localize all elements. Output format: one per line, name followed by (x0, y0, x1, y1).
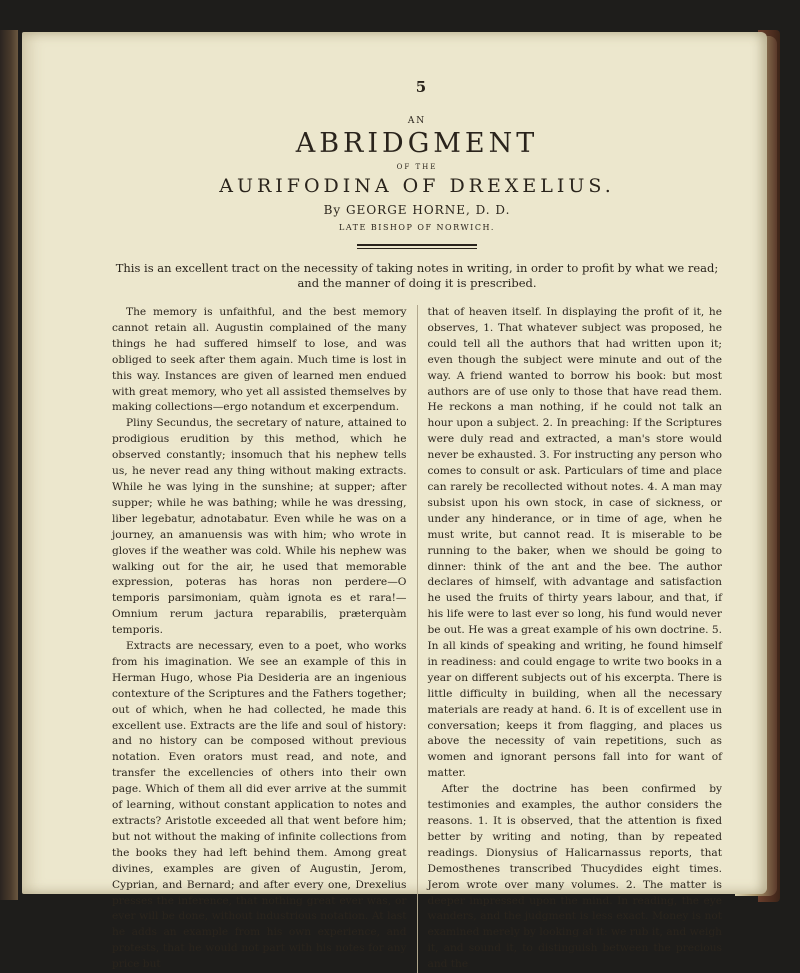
text-columns (112, 305, 722, 973)
left-paragraph: Extracts are necessary, even to a poet, who works from his imagination. We see an example of this in Herman Hugo, whose Pia Desideria are an ingenious contexture of the Scriptures and the Fathers together; out of which, when he had collected, he made this excellent use. Extracts are the life and soul of history: and no history can be composed without previous notation. Even orators must read, and note, and transfer the excellencies of others into their own page. Which of them all did ever arrive at the summit of learning, without constant application to notes and extracts? Aristotle exceeded all that went before him; but not without the making of infinite collections from the books they had left behind them. Among great divines, examples are given of Augustin, Jerom, Cyprian, and Bernard; and after every one, Drexelius presses the inference, that nothing great ever was, or ever will be done, without industrious notation. At last he adds an example from his own experience, and protests, that he would not part with his notes for any price but (112, 640, 407, 971)
heading-of-the: OF THE (396, 163, 438, 171)
page-number: 5 (415, 78, 427, 96)
title-rule (357, 244, 477, 249)
column-divider (417, 305, 418, 973)
heading-abridgment: ABRIDGMENT (295, 128, 539, 159)
heading-title: AURIFODINA OF DREXELIUS. (219, 175, 615, 197)
left-paragraph: The memory is unfaithful, and the best memory cannot retain all. Augustin complained of the many things he had suffered himself to lose, and was obliged to seek after them again. Much time is lost in this way. Instances are given of learned men endued with great memory, who yet all assisted themselves by making collections—ergo notandum et excerpendum. (112, 306, 407, 414)
page-content (112, 78, 722, 973)
author-title: LATE BISHOP OF NORWICH. (339, 223, 495, 232)
book-spine-edge (0, 30, 18, 900)
right-paragraph: that of heaven itself. In displaying the profit of it, he observes, 1. That whatever subject was proposed, he could tell all the authors that had written upon it; even though the subject were minute and out of the way. A friend wanted to borrow his book: but most authors are of use only to those that have read them. He reckons a man nothing, if he could not talk an hour upon a subject. 2. In preaching: If the Scriptures were duly read and extracted, a man's store would never be exhausted. 3. For instructing any person who comes to consult or ask. Particulars of time and place can rarely be recollected without notes. 4. A man may subsist upon his own stock, in case of sickness, or under any hinderance, or in time of age, when he must write, but cannot read. It is miserable to be running to the baker, when we should be going to dinner: think of the ant and the bee. The author declares of himself, with advantage and satisfaction he used the fruits of thirty years labour, and that, if his life were to last ever so long, his fund would never be out. He was a great example of his own doctrine. 5. In all kinds of speaking and writing, he found himself in readiness: and could engage to write two books in a year on different subjects out of his excerpta. There is little difficulty in building, when all the necessary materials are ready at hand. 6. It is of excellent use in conversation; keeps it from flagging, and places us above the necessity of vain repetitions, such as women and ignorant persons fall into for want of matter. (427, 306, 722, 780)
left-paragraph: Pliny Secundus, the secretary of nature, attained to prodigious erudition by this method, which he observed constantly; insomuch that his nephew tells us, he never read any thing without making extracts. While he was lying in the sunshine; at supper; after supper; while he was bathing; while he was dressing, liber legebatur, adnotabatur. Even while he was on a journey, an amanuensis was with him; who wrote in gloves if the weather was cold. While his nephew was walking out for the air, he used that memorable expression, poteras has horas non perdere—O temporis parsimoniam, quàm ignota es et rara!—Omnium rerum jactura reparabilis, præterquàm temporis. (112, 417, 407, 637)
right-paragraph: After the doctrine has been confirmed by testimonies and examples, the author considers the reasons. 1. It is observed, that the attention is fixed better by writing and noting, than by repeated readings. Dionysius of Halicarnassus reports, that Demosthenes transcribed Thucydides eight times. Jerom wrote over many volumes. 2. The matter is deeper impressed upon the mind. In reading, the eye wanders, and the judgment is less exact. Money is not examined merely by looking at it: we rub it, and weigh it, and sound it, to distinguish between the precious and the (427, 783, 722, 971)
right-column (428, 305, 723, 973)
heading-an: AN (407, 116, 427, 126)
intro-paragraph: This is an excellent tract on the necessity of taking notes in writing, in order to profit by what we read; and the manner of doing it is prescribed. (115, 261, 719, 290)
byline: By GEORGE HORNE, D. D. (323, 203, 511, 217)
left-column (112, 305, 407, 973)
